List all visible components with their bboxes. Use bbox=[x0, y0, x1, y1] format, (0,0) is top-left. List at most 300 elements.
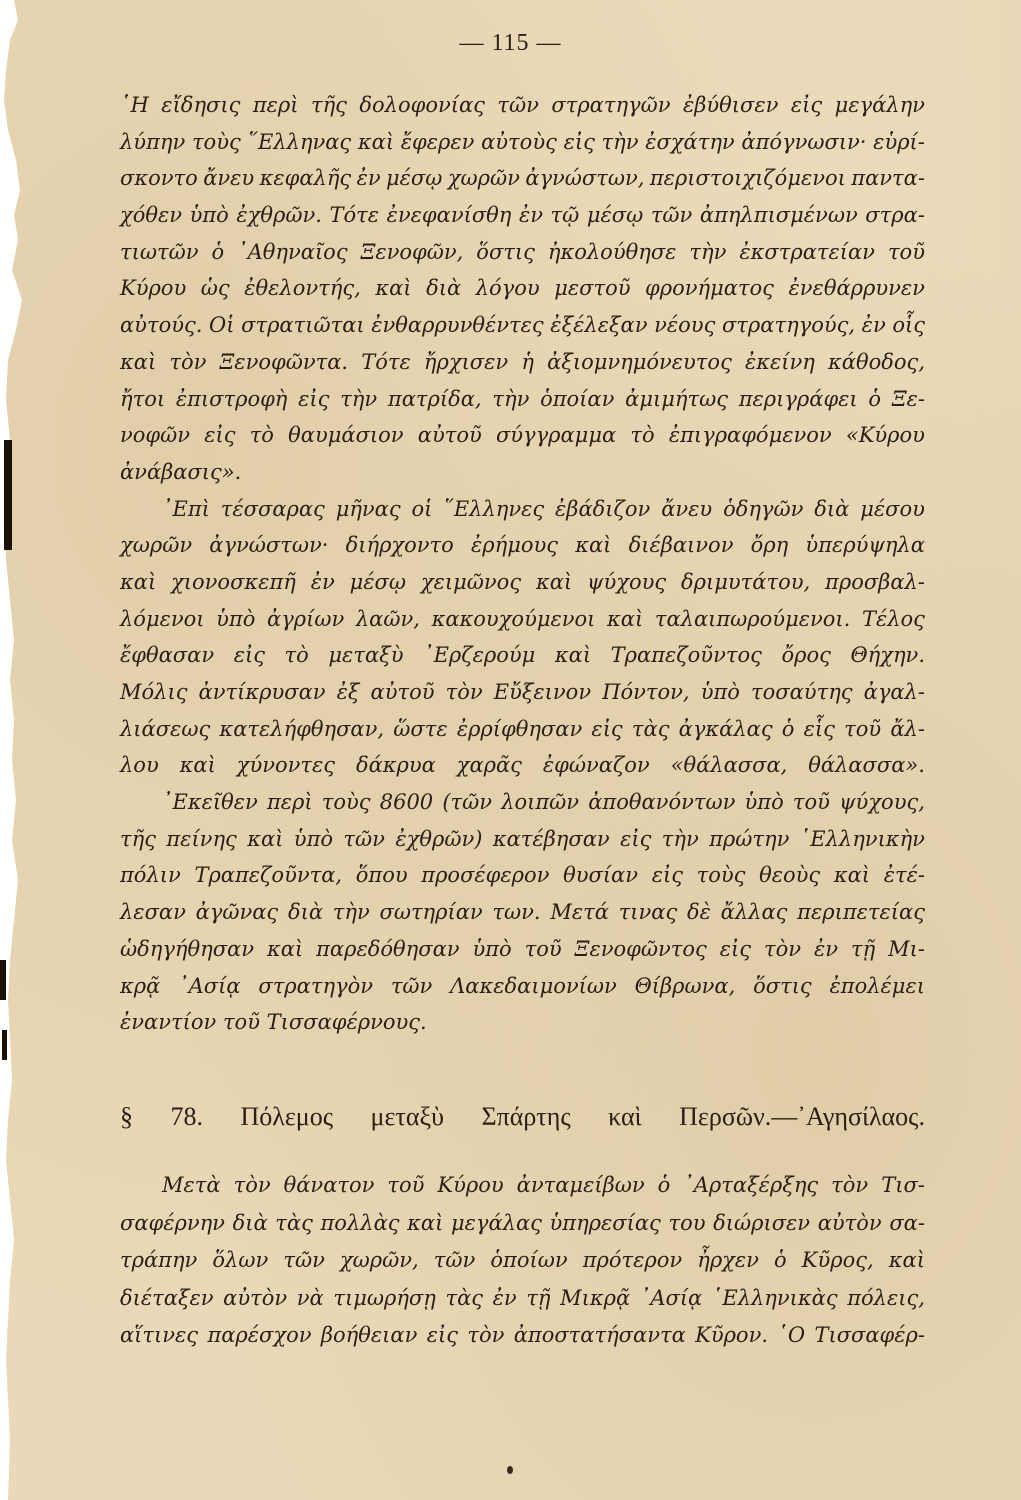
word: ᾿Ερζερούμ bbox=[423, 643, 536, 668]
word: Μι- bbox=[888, 936, 925, 961]
text-line bbox=[120, 931, 925, 968]
word: Περσῶν.—᾿Αγησίλαος. bbox=[679, 1102, 925, 1131]
word: τέσσαρας bbox=[220, 496, 325, 521]
word: παρέσχον bbox=[207, 1323, 312, 1347]
word: ὁδηγῶν bbox=[723, 496, 804, 521]
word: τὴν bbox=[689, 239, 727, 264]
word: ἐρήμους bbox=[471, 533, 559, 558]
word: Κῦρον. bbox=[695, 1323, 769, 1347]
word: καὶ bbox=[833, 863, 871, 888]
word: σωτηρίαν bbox=[379, 900, 483, 925]
word: δολοφονίας bbox=[359, 93, 485, 117]
word: περιστοιχιζόμενοι bbox=[649, 166, 846, 191]
word: Πόντον, bbox=[602, 680, 690, 704]
word: θαυμάσιον bbox=[288, 423, 404, 448]
word: αὐτοῦ bbox=[417, 423, 482, 448]
word: τοῦ bbox=[524, 936, 562, 961]
word: προσβαλ- bbox=[825, 569, 925, 594]
word: ἐβάδιζον bbox=[555, 496, 651, 521]
text-line bbox=[120, 601, 925, 638]
word: νέους bbox=[654, 313, 716, 338]
word: εἰς bbox=[719, 936, 751, 961]
paragraph-1 bbox=[120, 87, 925, 491]
word: τῶν bbox=[343, 826, 385, 851]
word: ἠκολούθησε bbox=[547, 239, 677, 264]
word: τοὺς bbox=[191, 129, 241, 154]
word: ἐξ bbox=[336, 680, 360, 704]
word: τῇ bbox=[526, 1285, 551, 1310]
word: εἰς bbox=[790, 93, 823, 117]
word: ὄρη bbox=[750, 533, 789, 558]
word: ὡδηγήθησαν bbox=[120, 936, 254, 961]
word: εὑρί- bbox=[873, 129, 925, 154]
word: «Κύρου bbox=[845, 423, 925, 448]
text-line bbox=[120, 857, 925, 894]
word: περὶ bbox=[252, 93, 299, 117]
text-line bbox=[120, 454, 925, 491]
word: Τισσαφέρ- bbox=[814, 1323, 925, 1347]
word: ἐπιστροφὴ bbox=[175, 386, 288, 411]
word: στρατηγῶν bbox=[551, 93, 671, 117]
text-line bbox=[120, 160, 925, 197]
word: ὑπὸ bbox=[472, 936, 512, 961]
word: τὰς bbox=[275, 1210, 313, 1235]
word: τράπην bbox=[120, 1248, 198, 1272]
word: πατρίδα, bbox=[387, 386, 482, 411]
word: ἐνεφανίσθη bbox=[386, 203, 512, 228]
word: ἀγαλ- bbox=[863, 680, 925, 704]
text-line bbox=[120, 1280, 925, 1318]
section-heading bbox=[120, 1093, 925, 1141]
text-line bbox=[120, 344, 925, 381]
word: νοφῶν bbox=[120, 423, 191, 448]
word: ὁ bbox=[774, 1248, 787, 1272]
word: Ξενοφῶντα. bbox=[219, 349, 349, 374]
word: Τραπεζοῦντος bbox=[610, 643, 762, 668]
word: ἐτέ- bbox=[883, 863, 925, 888]
word: τῇ bbox=[850, 936, 876, 961]
word: μέσου bbox=[860, 496, 925, 521]
word: διώρισεν bbox=[713, 1210, 811, 1235]
word: αὐτὸν bbox=[223, 1285, 288, 1310]
word: δὲ bbox=[687, 900, 711, 925]
text-line bbox=[120, 270, 925, 307]
word: ἀντίκρυσαν bbox=[198, 680, 326, 704]
word: τοῦ bbox=[844, 716, 882, 741]
main-text bbox=[120, 87, 925, 1041]
word: χύνοντες bbox=[236, 753, 336, 778]
word: ἄλλας bbox=[720, 900, 788, 925]
word: ἀγρίων bbox=[267, 606, 345, 631]
word: τὸν bbox=[445, 680, 483, 704]
word: τὸ bbox=[284, 643, 309, 668]
ink-speck bbox=[507, 1466, 513, 1474]
word: καὶ bbox=[575, 533, 612, 558]
text-line bbox=[120, 564, 925, 601]
word: ἤτοι bbox=[120, 386, 166, 411]
word: τὰς bbox=[445, 1285, 484, 1310]
word: ἐσχάτην bbox=[645, 129, 735, 154]
word: δάκρυα bbox=[355, 753, 436, 778]
word: τὴν bbox=[492, 386, 530, 411]
word: αὐτούς. bbox=[120, 313, 203, 338]
text-line bbox=[120, 234, 925, 271]
word: τὸν bbox=[763, 936, 801, 961]
word: περιπετείας bbox=[797, 900, 925, 925]
word: βοήθειαν bbox=[320, 1323, 418, 1347]
word: τοσαύτης bbox=[751, 680, 853, 704]
word: Σπάρτης bbox=[481, 1102, 571, 1131]
word: ὑπὸ bbox=[700, 680, 740, 704]
word: ἡ bbox=[521, 349, 534, 374]
word: ὁ bbox=[657, 1173, 671, 1197]
word: ἐπολέμει bbox=[829, 973, 925, 998]
word: καὶ bbox=[266, 936, 304, 961]
word: πόλεις, bbox=[847, 1285, 925, 1310]
word: διὰ bbox=[287, 900, 324, 925]
word: μεταξὺ bbox=[328, 643, 404, 668]
word: τῆς bbox=[310, 93, 347, 117]
word: τιωτῶν bbox=[120, 239, 199, 264]
word: ἐβύθισεν bbox=[682, 93, 779, 117]
word: Τότε bbox=[361, 349, 411, 374]
text-line bbox=[120, 197, 925, 234]
word: τὴν bbox=[661, 826, 699, 851]
word: πείνης bbox=[166, 826, 237, 851]
word: ὑπὸ bbox=[189, 203, 229, 228]
word: τῶν bbox=[433, 1248, 476, 1272]
word: εἰς bbox=[204, 423, 236, 448]
section-text bbox=[120, 1167, 925, 1355]
word: καὶ bbox=[607, 606, 644, 631]
torn-left-edge bbox=[0, 0, 30, 1500]
word: ᾿Αρταξέρξης bbox=[683, 1173, 819, 1197]
word: ὁποίων bbox=[490, 1248, 568, 1272]
word: τῆς bbox=[120, 826, 156, 851]
word: ἐν bbox=[518, 203, 543, 228]
word: Κύρου bbox=[120, 276, 187, 301]
word: Θίβρωνα, bbox=[634, 973, 736, 998]
word: Λακεδαιμονίων bbox=[450, 973, 617, 998]
word: τὴν bbox=[340, 386, 378, 411]
word: θεοὺς bbox=[759, 863, 821, 888]
word: εἰς bbox=[298, 386, 330, 411]
word: εἰς bbox=[426, 1323, 458, 1347]
word: εἰς bbox=[651, 863, 683, 888]
word: ἀπόγνωσιν· bbox=[741, 129, 867, 154]
page-number: — 115 — bbox=[459, 30, 562, 56]
word: λιάσεως bbox=[120, 716, 211, 741]
text-line bbox=[120, 417, 925, 454]
word: καὶ bbox=[535, 569, 573, 594]
word: ἀγνώστων· bbox=[209, 533, 329, 558]
word: Τότε bbox=[329, 203, 380, 228]
word: τοῦ bbox=[387, 1173, 425, 1197]
word: ἐναντίον bbox=[120, 1010, 217, 1035]
word: ἐχθρῶν) bbox=[395, 826, 483, 851]
word: στρα- bbox=[865, 203, 925, 228]
word: ἀπηλπισμένων bbox=[699, 203, 858, 228]
word: τοῦ bbox=[792, 790, 830, 815]
word: μεγάλην bbox=[834, 93, 925, 117]
word: ἀγκάλας bbox=[678, 716, 773, 741]
word: ἐπιγραφόμενον bbox=[668, 423, 832, 448]
text-line bbox=[120, 821, 925, 858]
word: τὸν bbox=[467, 1323, 505, 1347]
text-line bbox=[120, 894, 925, 931]
word: Ξε- bbox=[891, 386, 925, 411]
word: Μόλις bbox=[120, 680, 188, 704]
paragraph-2 bbox=[120, 491, 925, 785]
word: θάλασσα». bbox=[808, 753, 925, 778]
word: χιονοσκεπῆ bbox=[171, 569, 296, 594]
word: Εὔξεινον bbox=[493, 680, 592, 704]
word: τὴν bbox=[601, 129, 639, 154]
word: 8600 bbox=[379, 790, 434, 815]
word: ῞Ελληνες bbox=[443, 496, 545, 521]
word: διέταξεν bbox=[120, 1285, 214, 1310]
word: τὸ bbox=[249, 423, 274, 448]
word: ὁ bbox=[868, 386, 882, 411]
word: πρότερον bbox=[582, 1248, 683, 1272]
word: ὑπερύψηλα bbox=[805, 533, 925, 558]
word: ἐφώναζον bbox=[542, 753, 650, 778]
word: ἀγῶνας bbox=[195, 900, 279, 925]
word: Θήχην. bbox=[850, 643, 925, 668]
word: ἐν bbox=[310, 569, 335, 594]
word: ὅπου bbox=[355, 863, 408, 888]
word: εἴδησις bbox=[161, 93, 241, 117]
word: τιμωρήσῃ bbox=[333, 1285, 436, 1310]
word: λύπην bbox=[120, 129, 186, 154]
word: κεφαλῆς bbox=[259, 166, 352, 191]
word: τοὺς bbox=[696, 863, 746, 888]
word: ἐθελοντής, bbox=[244, 276, 361, 301]
word: τὸν bbox=[831, 1173, 869, 1197]
word: χωρῶν bbox=[120, 533, 193, 558]
word: ὑπὸ bbox=[216, 606, 256, 631]
word: ἐρρίφθησαν bbox=[456, 716, 583, 741]
word: τῶν bbox=[497, 93, 539, 117]
word: δριμυτάτου, bbox=[681, 569, 811, 594]
word: Μικρᾷ bbox=[560, 1285, 631, 1310]
word: ἐν bbox=[813, 936, 838, 961]
word: περιγράφει bbox=[738, 386, 858, 411]
text-line bbox=[120, 784, 925, 821]
text-line bbox=[120, 1317, 925, 1355]
word: πόλιν bbox=[120, 863, 181, 888]
word: Μετὰ bbox=[162, 1173, 221, 1197]
word: ἀμιμήτως bbox=[625, 386, 728, 411]
word: καὶ bbox=[179, 753, 216, 778]
word: καὶ bbox=[608, 1102, 642, 1131]
word: ὅστις bbox=[753, 973, 812, 998]
word: ἐνεθάρρυνεν bbox=[788, 276, 925, 301]
word: μεταξὺ bbox=[370, 1102, 444, 1131]
word: ὁ bbox=[781, 716, 795, 741]
word: Ξενοφῶντος bbox=[574, 936, 707, 961]
word: § bbox=[120, 1102, 133, 1131]
word: τῷ bbox=[550, 203, 580, 228]
text-line bbox=[120, 1167, 925, 1205]
word: χόθεν bbox=[120, 203, 183, 228]
word: τῶν bbox=[650, 203, 693, 228]
word: ἐκείνη bbox=[744, 349, 815, 374]
text-line bbox=[120, 87, 925, 124]
word: λοιπῶν bbox=[501, 790, 580, 815]
text-line bbox=[120, 1242, 925, 1280]
word: ἐξέλεξαν bbox=[550, 313, 648, 338]
word: ἄνευ bbox=[661, 496, 713, 521]
word: τὸ bbox=[630, 423, 655, 448]
word: εἰς bbox=[563, 129, 595, 154]
word: φρονήματος bbox=[645, 276, 774, 301]
word: ἄνευ bbox=[203, 166, 255, 191]
word: ἄλ- bbox=[890, 716, 925, 741]
word: ἔφθασαν bbox=[120, 643, 215, 668]
word: ὡς bbox=[200, 276, 230, 301]
word: λου bbox=[120, 753, 159, 778]
word: εἷς bbox=[803, 716, 835, 741]
text-line bbox=[120, 124, 925, 161]
word: ἦρχεν bbox=[697, 1248, 759, 1272]
word: οἱ bbox=[411, 496, 433, 521]
word: τῶν bbox=[390, 973, 433, 998]
word: ῾Ο bbox=[777, 1323, 806, 1347]
word: τινας bbox=[618, 900, 678, 925]
word: λεσαν bbox=[120, 900, 186, 925]
word: ὁποίαν bbox=[540, 386, 615, 411]
word: ἀξιομνημόνευτος bbox=[547, 349, 732, 374]
word: ῾Η bbox=[120, 93, 149, 117]
word: ἀποθανόντων bbox=[588, 790, 736, 815]
word: Τέλος bbox=[861, 606, 925, 631]
word: ᾿Ασίᾳ bbox=[639, 1285, 703, 1310]
word: τοὺς bbox=[321, 790, 371, 815]
word: «θάλασσα, bbox=[670, 753, 788, 778]
word: ὥστε bbox=[393, 716, 448, 741]
word: εἰς bbox=[591, 716, 623, 741]
word: ἀνταμείβων bbox=[516, 1173, 645, 1197]
word: εἰς bbox=[233, 643, 265, 668]
word: μῆνας bbox=[335, 496, 401, 521]
word: ῾Ελληνικὴν bbox=[799, 826, 925, 851]
word: περὶ bbox=[266, 790, 313, 815]
word: καὶ bbox=[888, 1248, 925, 1272]
word: τὴν bbox=[332, 900, 370, 925]
word: μέσῳ bbox=[349, 569, 407, 594]
word: ᾿Ασίᾳ bbox=[178, 973, 241, 998]
word: Κύρου bbox=[437, 1173, 504, 1197]
text-line bbox=[120, 747, 925, 784]
word: προσέφερον bbox=[421, 863, 550, 888]
word: κρᾷ bbox=[120, 973, 161, 998]
text-line bbox=[120, 968, 925, 1005]
text-line bbox=[120, 381, 925, 418]
word: 78. bbox=[170, 1102, 203, 1131]
word: ὑπὸ bbox=[293, 826, 334, 851]
word: ἀγνώστων, bbox=[525, 166, 645, 191]
word: ψύχους bbox=[587, 569, 667, 594]
word: ἐν bbox=[861, 313, 886, 338]
word: ἐν bbox=[492, 1285, 517, 1310]
word: Οἱ bbox=[209, 313, 235, 338]
word: Κῦρος, bbox=[801, 1248, 874, 1272]
word: του bbox=[668, 1210, 706, 1235]
word: σαφέρνην bbox=[120, 1210, 225, 1235]
word: Τισ- bbox=[881, 1173, 925, 1197]
word: μεγάλας bbox=[450, 1210, 542, 1235]
word: λόγου bbox=[475, 276, 540, 301]
word: τοῦ bbox=[887, 239, 925, 264]
word: αὐτοῦ bbox=[370, 680, 435, 704]
word: Τισσαφέρνους. bbox=[266, 1010, 427, 1035]
word: τὰς bbox=[631, 716, 670, 741]
word: τὸν bbox=[169, 349, 207, 374]
word: αὐτὸν bbox=[817, 1210, 882, 1235]
word: ὄρος bbox=[781, 643, 831, 668]
word: στρατηγούς, bbox=[721, 313, 856, 338]
word: μέσῳ bbox=[386, 166, 443, 191]
word: ἐν bbox=[356, 166, 381, 191]
word: κατέβησαν bbox=[492, 826, 610, 851]
word: πρώτην bbox=[709, 826, 790, 851]
word: κακουχούμενοι bbox=[431, 606, 596, 631]
word: ἔφερεν bbox=[400, 129, 475, 154]
text-line bbox=[120, 1205, 925, 1243]
word: ᾿Εκεῖθεν bbox=[162, 790, 258, 815]
word: εἰς bbox=[620, 826, 652, 851]
word: κατελήφθησαν, bbox=[219, 716, 385, 741]
word: Τραπεζοῦντα, bbox=[194, 863, 343, 888]
word: διήρχοντο bbox=[345, 533, 454, 558]
word: ῾Ελληνικὰς bbox=[711, 1285, 838, 1310]
word: χαρᾶς bbox=[456, 753, 522, 778]
word: καὶ bbox=[554, 643, 592, 668]
word: παρεδόθησαν bbox=[316, 936, 460, 961]
text-line bbox=[120, 637, 925, 674]
word: ὅλων bbox=[212, 1248, 269, 1272]
word: ῞Ελληνας bbox=[247, 129, 352, 154]
word: ὑπὸ bbox=[744, 790, 784, 815]
word: καὶ bbox=[120, 569, 157, 594]
word: χωρῶν bbox=[447, 166, 520, 191]
word: πολλὰς bbox=[320, 1210, 400, 1235]
word: τὸν bbox=[233, 1173, 271, 1197]
text-line bbox=[120, 527, 925, 564]
word: καὶ bbox=[120, 349, 157, 374]
word: διὰ bbox=[426, 276, 462, 301]
word: των. bbox=[492, 900, 541, 925]
word: ἤρχισεν bbox=[423, 349, 509, 374]
word: Μετά bbox=[550, 900, 609, 925]
word: σα- bbox=[889, 1210, 925, 1235]
word: μεστοῦ bbox=[554, 276, 631, 301]
word: μέσῳ bbox=[586, 203, 644, 228]
word: στρατηγὸν bbox=[258, 973, 373, 998]
word: θάνατον bbox=[283, 1173, 375, 1197]
word: διὰ bbox=[814, 496, 850, 521]
word: διὰ bbox=[232, 1210, 268, 1235]
word: Πόλεμος bbox=[240, 1102, 334, 1131]
word: στρατιῶται bbox=[241, 313, 365, 338]
word: καὶ bbox=[407, 1210, 444, 1235]
word: νὰ bbox=[296, 1285, 324, 1310]
word: ἀνάβασις». bbox=[120, 459, 242, 484]
word: καὶ bbox=[375, 276, 412, 301]
word: λόμενοι bbox=[120, 606, 205, 631]
word: χειμῶνος bbox=[420, 569, 522, 594]
